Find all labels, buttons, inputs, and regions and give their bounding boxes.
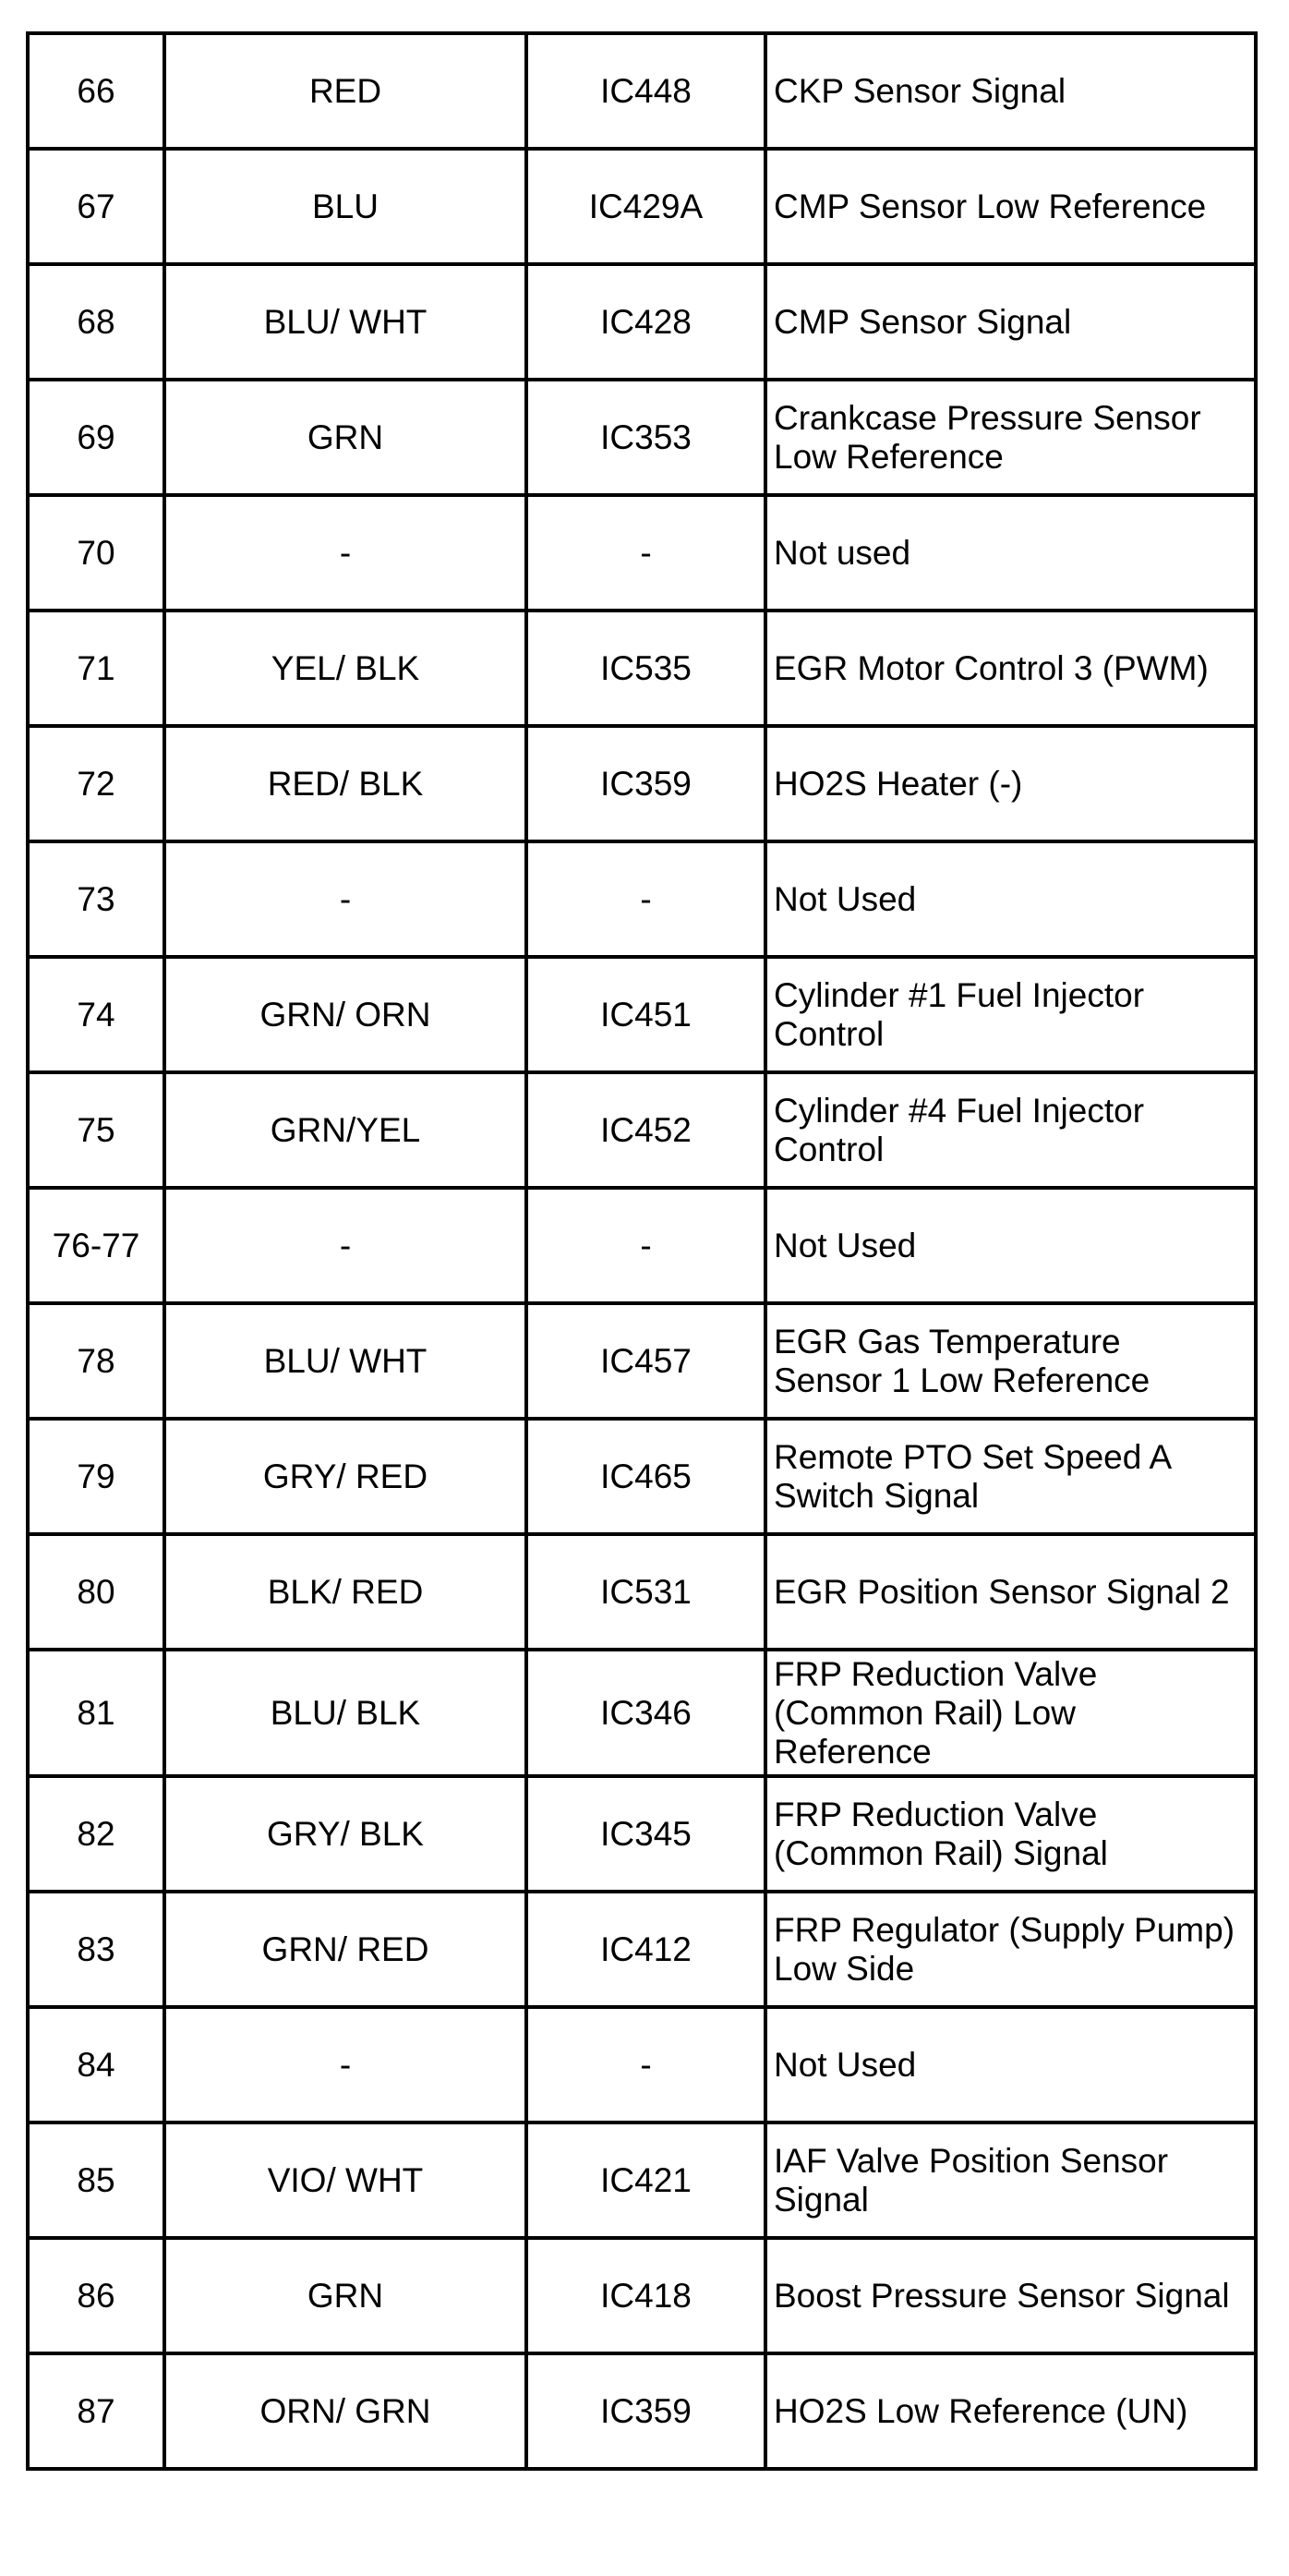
wire-color-cell: GRN — [164, 380, 526, 495]
table-row — [28, 1072, 1256, 1188]
pin-function-cell: Not Used — [765, 1188, 1256, 1303]
circuit-number-cell: IC345 — [526, 1776, 765, 1892]
pin-function-cell: FRP Reduction Valve (Common Rail) Low Reference — [765, 1650, 1256, 1776]
pin-number-cell: 82 — [28, 1776, 164, 1892]
pin-function-cell: HO2S Heater (-) — [765, 726, 1256, 841]
table-row — [28, 1188, 1256, 1303]
pin-number-cell: 68 — [28, 264, 164, 380]
pin-function-cell: CMP Sensor Signal — [765, 264, 1256, 380]
wire-color-cell: GRY/ RED — [164, 1419, 526, 1534]
table-row — [28, 33, 1256, 149]
wire-color-cell: RED/ BLK — [164, 726, 526, 841]
table-row — [28, 264, 1256, 380]
circuit-number-cell: IC531 — [526, 1534, 765, 1650]
circuit-number-cell: IC359 — [526, 726, 765, 841]
wire-color-cell: - — [164, 1188, 526, 1303]
pin-function-cell: Crankcase Pressure Sensor Low Reference — [765, 380, 1256, 495]
circuit-number-cell: IC465 — [526, 1419, 765, 1534]
pin-function-cell: EGR Position Sensor Signal 2 — [765, 1534, 1256, 1650]
pin-function-cell: EGR Motor Control 3 (PWM) — [765, 611, 1256, 726]
table-row — [28, 1892, 1256, 2007]
pin-function-cell: Remote PTO Set Speed A Switch Signal — [765, 1419, 1256, 1534]
circuit-number-cell: - — [526, 1188, 765, 1303]
circuit-number-cell: IC428 — [526, 264, 765, 380]
pin-function-cell: HO2S Low Reference (UN) — [765, 2353, 1256, 2469]
circuit-number-cell: IC421 — [526, 2122, 765, 2238]
pin-function-cell: CKP Sensor Signal — [765, 33, 1256, 149]
table-row — [28, 1776, 1256, 1892]
wire-color-cell: GRN/YEL — [164, 1072, 526, 1188]
pin-number-cell: 66 — [28, 33, 164, 149]
circuit-number-cell: IC457 — [526, 1303, 765, 1419]
pin-number-cell: 87 — [28, 2353, 164, 2469]
table-row — [28, 611, 1256, 726]
circuit-number-cell: - — [526, 841, 765, 957]
pin-function-cell: FRP Reduction Valve (Common Rail) Signal — [765, 1776, 1256, 1892]
pin-number-cell: 80 — [28, 1534, 164, 1650]
circuit-number-cell: IC451 — [526, 957, 765, 1072]
wire-color-cell: GRN/ ORN — [164, 957, 526, 1072]
pin-number-cell: 72 — [28, 726, 164, 841]
table-row — [28, 1534, 1256, 1650]
pin-function-cell: Not Used — [765, 2007, 1256, 2122]
pin-number-cell: 75 — [28, 1072, 164, 1188]
wire-color-cell: VIO/ WHT — [164, 2122, 526, 2238]
pin-function-cell: IAF Valve Position Sensor Signal — [765, 2122, 1256, 2238]
circuit-number-cell: - — [526, 2007, 765, 2122]
wire-color-cell: ORN/ GRN — [164, 2353, 526, 2469]
table-row — [28, 149, 1256, 264]
table-row — [28, 2238, 1256, 2353]
table-row — [28, 841, 1256, 957]
wire-color-cell: GRN — [164, 2238, 526, 2353]
pin-number-cell: 84 — [28, 2007, 164, 2122]
table-row — [28, 495, 1256, 611]
pin-function-cell: Cylinder #4 Fuel Injector Control — [765, 1072, 1256, 1188]
wire-color-cell: GRN/ RED — [164, 1892, 526, 2007]
table-row — [28, 1419, 1256, 1534]
wire-color-cell: BLU/ BLK — [164, 1650, 526, 1776]
circuit-number-cell: IC359 — [526, 2353, 765, 2469]
circuit-number-cell: IC535 — [526, 611, 765, 726]
table-row — [28, 380, 1256, 495]
wire-color-cell: BLU — [164, 149, 526, 264]
pinout-table — [26, 31, 1258, 2471]
table-row — [28, 2353, 1256, 2469]
wire-color-cell: GRY/ BLK — [164, 1776, 526, 1892]
pin-number-cell: 73 — [28, 841, 164, 957]
table-row — [28, 957, 1256, 1072]
pin-number-cell: 78 — [28, 1303, 164, 1419]
wire-color-cell: - — [164, 2007, 526, 2122]
wire-color-cell: - — [164, 495, 526, 611]
pin-number-cell: 86 — [28, 2238, 164, 2353]
wire-color-cell: - — [164, 841, 526, 957]
circuit-number-cell: IC429A — [526, 149, 765, 264]
pin-number-cell: 67 — [28, 149, 164, 264]
table-row — [28, 2122, 1256, 2238]
pin-number-cell: 74 — [28, 957, 164, 1072]
circuit-number-cell: - — [526, 495, 765, 611]
circuit-number-cell: IC448 — [526, 33, 765, 149]
pin-number-cell: 85 — [28, 2122, 164, 2238]
pin-number-cell: 70 — [28, 495, 164, 611]
pin-function-cell: Not Used — [765, 841, 1256, 957]
pin-function-cell: Cylinder #1 Fuel Injector Control — [765, 957, 1256, 1072]
pin-number-cell: 69 — [28, 380, 164, 495]
pin-number-cell: 81 — [28, 1650, 164, 1776]
pin-function-cell: FRP Regulator (Supply Pump) Low Side — [765, 1892, 1256, 2007]
table-row — [28, 1303, 1256, 1419]
pin-function-cell: Not used — [765, 495, 1256, 611]
table-row — [28, 1650, 1256, 1776]
table-row — [28, 726, 1256, 841]
pin-function-cell: EGR Gas Temperature Sensor 1 Low Reference — [765, 1303, 1256, 1419]
pin-number-cell: 71 — [28, 611, 164, 726]
circuit-number-cell: IC346 — [526, 1650, 765, 1776]
circuit-number-cell: IC412 — [526, 1892, 765, 2007]
wire-color-cell: BLK/ RED — [164, 1534, 526, 1650]
wire-color-cell: BLU/ WHT — [164, 264, 526, 380]
circuit-number-cell: IC353 — [526, 380, 765, 495]
pin-number-cell: 76-77 — [28, 1188, 164, 1303]
pin-number-cell: 83 — [28, 1892, 164, 2007]
pin-function-cell: CMP Sensor Low Reference — [765, 149, 1256, 264]
table-row — [28, 2007, 1256, 2122]
pinout-table-body — [28, 33, 1256, 2469]
circuit-number-cell: IC418 — [526, 2238, 765, 2353]
circuit-number-cell: IC452 — [526, 1072, 765, 1188]
wire-color-cell: YEL/ BLK — [164, 611, 526, 726]
pin-number-cell: 79 — [28, 1419, 164, 1534]
wire-color-cell: RED — [164, 33, 526, 149]
wire-color-cell: BLU/ WHT — [164, 1303, 526, 1419]
pin-function-cell: Boost Pressure Sensor Signal — [765, 2238, 1256, 2353]
